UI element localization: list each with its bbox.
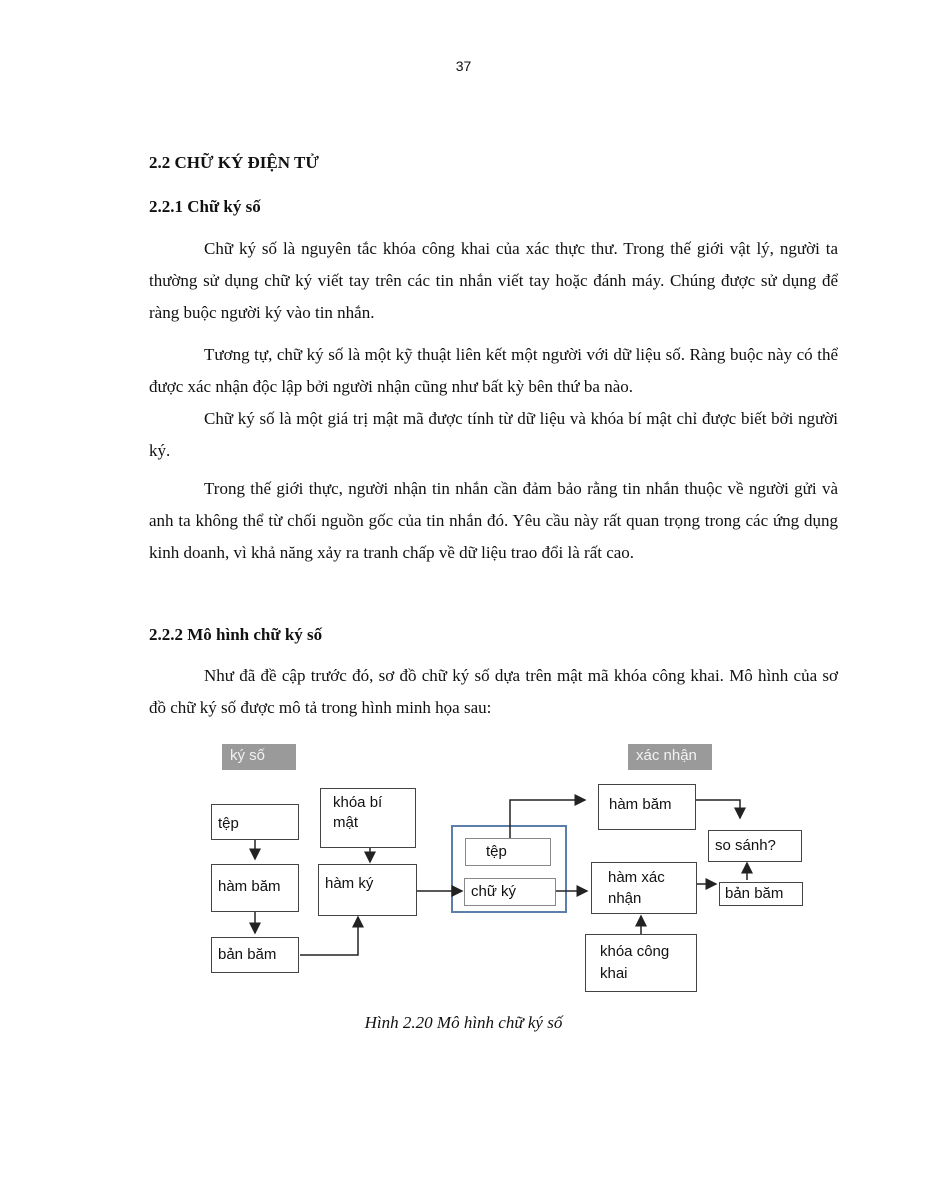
private-key-box: khóa bí mật: [320, 788, 416, 848]
verify-digest-box: bản băm: [719, 882, 803, 906]
sign-section-label: ký số: [222, 744, 296, 770]
digital-signature-diagram: [200, 738, 809, 998]
paragraph: Chữ ký số là nguyên tắc khóa công khai của xác thực thư. Trong thế giới vật lý, người ta thường sử dụng chữ ký viết tay trên các tin nhắn viết tay hoặc đánh máy. Chúng được sử dụng để ràng buộc người ký vào tin nhắn.: [149, 239, 838, 322]
page-number: 37: [455, 58, 472, 74]
public-key-box: khóa công khai: [585, 934, 697, 992]
figure-caption: Hình 2.20 Mô hình chữ ký số: [364, 1013, 563, 1032]
arrow: [300, 917, 358, 955]
paragraph: Tương tự, chữ ký số là một kỹ thuật liên kết một người với dữ liệu số. Ràng buộc này có thể được xác nhận độc lập bởi người nhận cũng như bất kỳ bên thứ ba nào.: [149, 345, 838, 396]
signed-file-box: tệp: [465, 838, 551, 866]
arrow: [510, 800, 585, 838]
compare-box: so sánh?: [708, 830, 802, 862]
digest-box: bản băm: [211, 937, 299, 973]
arrow: [696, 800, 740, 818]
verify-function-box: hàm xác nhận: [591, 862, 697, 914]
paragraph: Trong thế giới thực, người nhận tin nhắn cần đảm bảo rằng tin nhắn thuộc về người gửi và anh ta không thể từ chối nguồn gốc của tin nhắn đó. Yêu cầu này rất quan trọng trong các ứng dụng kinh doanh, vì khả năng xảy ra tranh chấp về dữ liệu trao đổi là rất cao.: [149, 479, 838, 562]
verify-section-label: xác nhận: [628, 744, 712, 770]
sign-function-box: hàm ký: [318, 864, 417, 916]
hash-function-box: hàm băm: [211, 864, 299, 912]
paragraph: Như đã đề cập trước đó, sơ đồ chữ ký số dựa trên mật mã khóa công khai. Mô hình của sơ đồ chữ ký số được mô tả trong hình minh họa sau:: [149, 666, 838, 717]
paragraph: Chữ ký số là một giá trị mật mã được tính từ dữ liệu và khóa bí mật chỉ được biết bởi người ký.: [149, 409, 838, 460]
hash-function-verify-box: hàm băm: [598, 784, 696, 830]
file-box: tệp: [211, 804, 299, 840]
subsection-title-model: 2.2.2 Mô hình chữ ký số: [149, 625, 323, 644]
section-title: 2.2 CHỮ KÝ ĐIỆN TỬ: [149, 153, 319, 172]
signature-box: chữ ký: [464, 878, 556, 906]
subsection-title-digital-signature: 2.2.1 Chữ ký số: [149, 197, 261, 216]
